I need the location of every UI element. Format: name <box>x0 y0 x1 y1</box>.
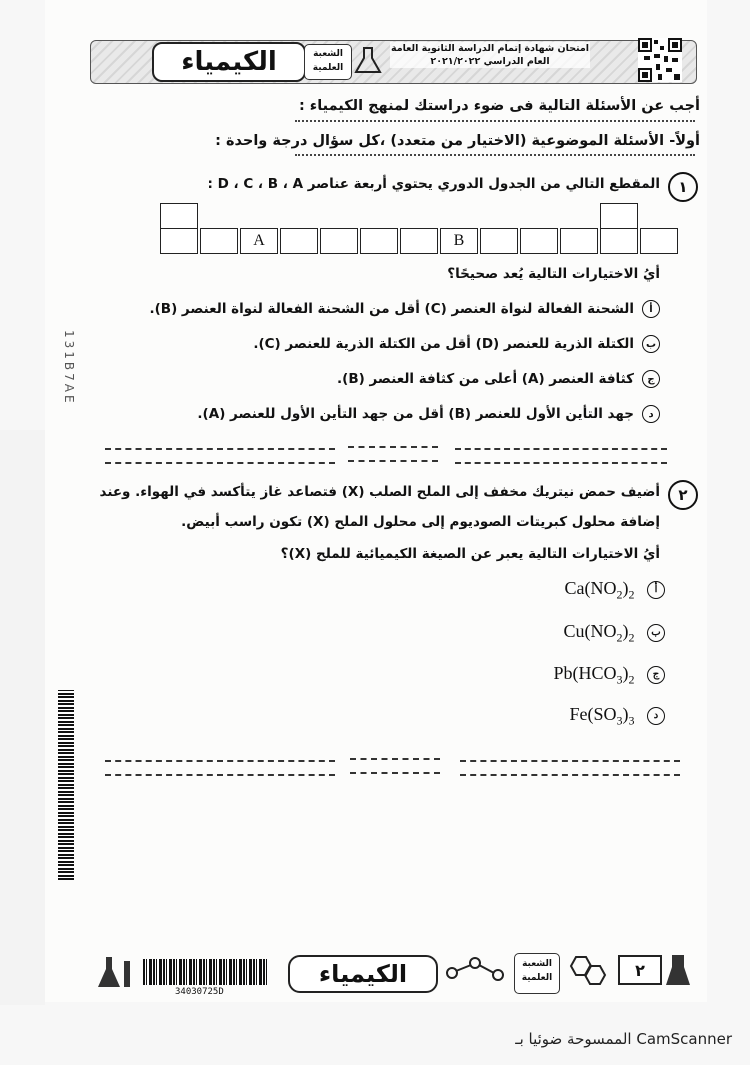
option-d[interactable] <box>197 405 660 423</box>
option-b[interactable] <box>253 335 660 353</box>
footer-subject: الكيمياء <box>288 955 438 993</box>
table-cell <box>320 228 358 254</box>
barcode <box>143 959 268 985</box>
separator <box>348 446 438 462</box>
left-margin-strip <box>0 430 45 1005</box>
table-cell-a: A <box>240 228 278 254</box>
question-number: ٢ <box>668 480 698 510</box>
table-cell <box>480 228 518 254</box>
option-a[interactable] <box>565 578 666 603</box>
table-cell <box>520 228 558 254</box>
option-text: جهد التأين الأول للعنصر (B) أقل من جهد التأين الأول للعنصر (A). <box>197 406 634 422</box>
question-number: ١ <box>668 172 698 202</box>
table-cell <box>360 228 398 254</box>
exam-page <box>45 0 707 1002</box>
table-cell <box>640 228 678 254</box>
molecule-icon <box>440 953 510 991</box>
divider <box>295 154 695 156</box>
table-cell <box>560 228 598 254</box>
table-cell-b: B <box>440 228 478 254</box>
separator <box>105 448 335 464</box>
table-cell <box>160 203 198 229</box>
question-stem: إضافة محلول كبريتات الصوديوم إلى محلول الملح (X) تكون راسب أبيض. <box>181 514 660 530</box>
option-c[interactable] <box>337 370 660 388</box>
option-text: الكتلة الذرية للعنصر (D) أقل من الكتلة الذرية للعنصر (C). <box>253 336 634 352</box>
page-header <box>90 36 695 88</box>
question-prompt: أيُ الاختيارات التالية يعبر عن الصيغة الكيميائية للملح (X)؟ <box>280 546 660 562</box>
exam-title <box>390 42 590 68</box>
option-mark: د <box>642 405 660 423</box>
header-track: الشعبة العلمية <box>304 44 352 80</box>
option-a[interactable] <box>149 300 660 318</box>
header-subject: الكيمياء <box>152 42 306 82</box>
question-prompt: أيُ الاختيارات التالية يُعد صحيحًا؟ <box>447 266 660 282</box>
footer-track: الشعبة العلمية <box>514 953 560 994</box>
table-cell <box>160 228 198 254</box>
option-text: كثافة العنصر (A) أعلى من كثافة العنصر (B). <box>337 371 634 387</box>
option-mark: ج <box>647 666 665 684</box>
beaker-icon <box>664 951 698 989</box>
formula-text: $Pb(HCO_3)_2$ <box>553 663 635 687</box>
divider <box>295 120 695 122</box>
option-mark: أ <box>647 581 665 599</box>
option-mark: أ <box>642 300 660 318</box>
table-cell <box>600 203 638 229</box>
option-mark: ب <box>647 624 665 642</box>
side-code: 131B7AE <box>62 330 76 406</box>
separator <box>460 760 680 776</box>
barcode-number: 34030725D <box>175 987 224 997</box>
hexagon-icon <box>564 953 610 989</box>
table-cell <box>280 228 318 254</box>
option-b[interactable] <box>564 621 666 646</box>
separator <box>105 760 335 776</box>
exam-title-text: امتحان شهادة إتمام الدراسة الثانوية العامة <box>390 43 590 54</box>
section-heading: أولاً- الأسئلة الموضوعية (الاختيار من متعدد) ،كل سؤال درجة واحدة : <box>215 133 700 149</box>
table-cell <box>200 228 238 254</box>
lab-flask-icon <box>96 955 136 991</box>
qr-code-icon <box>638 38 682 82</box>
formula-text: $Ca(NO_2)_2$ <box>564 578 635 602</box>
option-c[interactable] <box>553 663 665 688</box>
table-cell <box>600 228 638 254</box>
separator <box>455 448 667 464</box>
option-mark: ج <box>642 370 660 388</box>
flask-icon <box>352 46 386 76</box>
option-mark: د <box>647 707 665 725</box>
option-mark: ب <box>642 335 660 353</box>
exam-year: العام الدراسي ٢٠٢١/٢٠٢٢ <box>430 56 550 67</box>
side-barcode <box>58 690 74 880</box>
page-footer <box>90 945 700 997</box>
formula-text: $Cu(NO_2)_2$ <box>563 621 635 645</box>
separator <box>350 758 440 774</box>
formula-text: $Fe(SO_3)_3$ <box>569 704 635 728</box>
question-stem: المقطع التالي من الجدول الدوري يحتوي أربعة عناصر D ، C ، B ، A : <box>207 176 660 192</box>
page-number: ٢ <box>618 955 662 985</box>
instructions-line: أجب عن الأسئلة التالية فى ضوء دراستك لمنهج الكيمياء : <box>298 98 700 114</box>
question-stem: أضيف حمض نيتريك مخفف إلى الملح الصلب (X) فتصاعد غاز يتأكسد في الهواء. وعند <box>99 484 660 500</box>
option-d[interactable] <box>569 704 665 729</box>
table-cell <box>400 228 438 254</box>
option-text: الشحنة الفعالة لنواة العنصر (C) أقل من الشحنة الفعالة لنواة العنصر (B). <box>149 301 634 317</box>
scanner-watermark: الممسوحة ضوئيا بـ CamScanner <box>515 1030 732 1048</box>
